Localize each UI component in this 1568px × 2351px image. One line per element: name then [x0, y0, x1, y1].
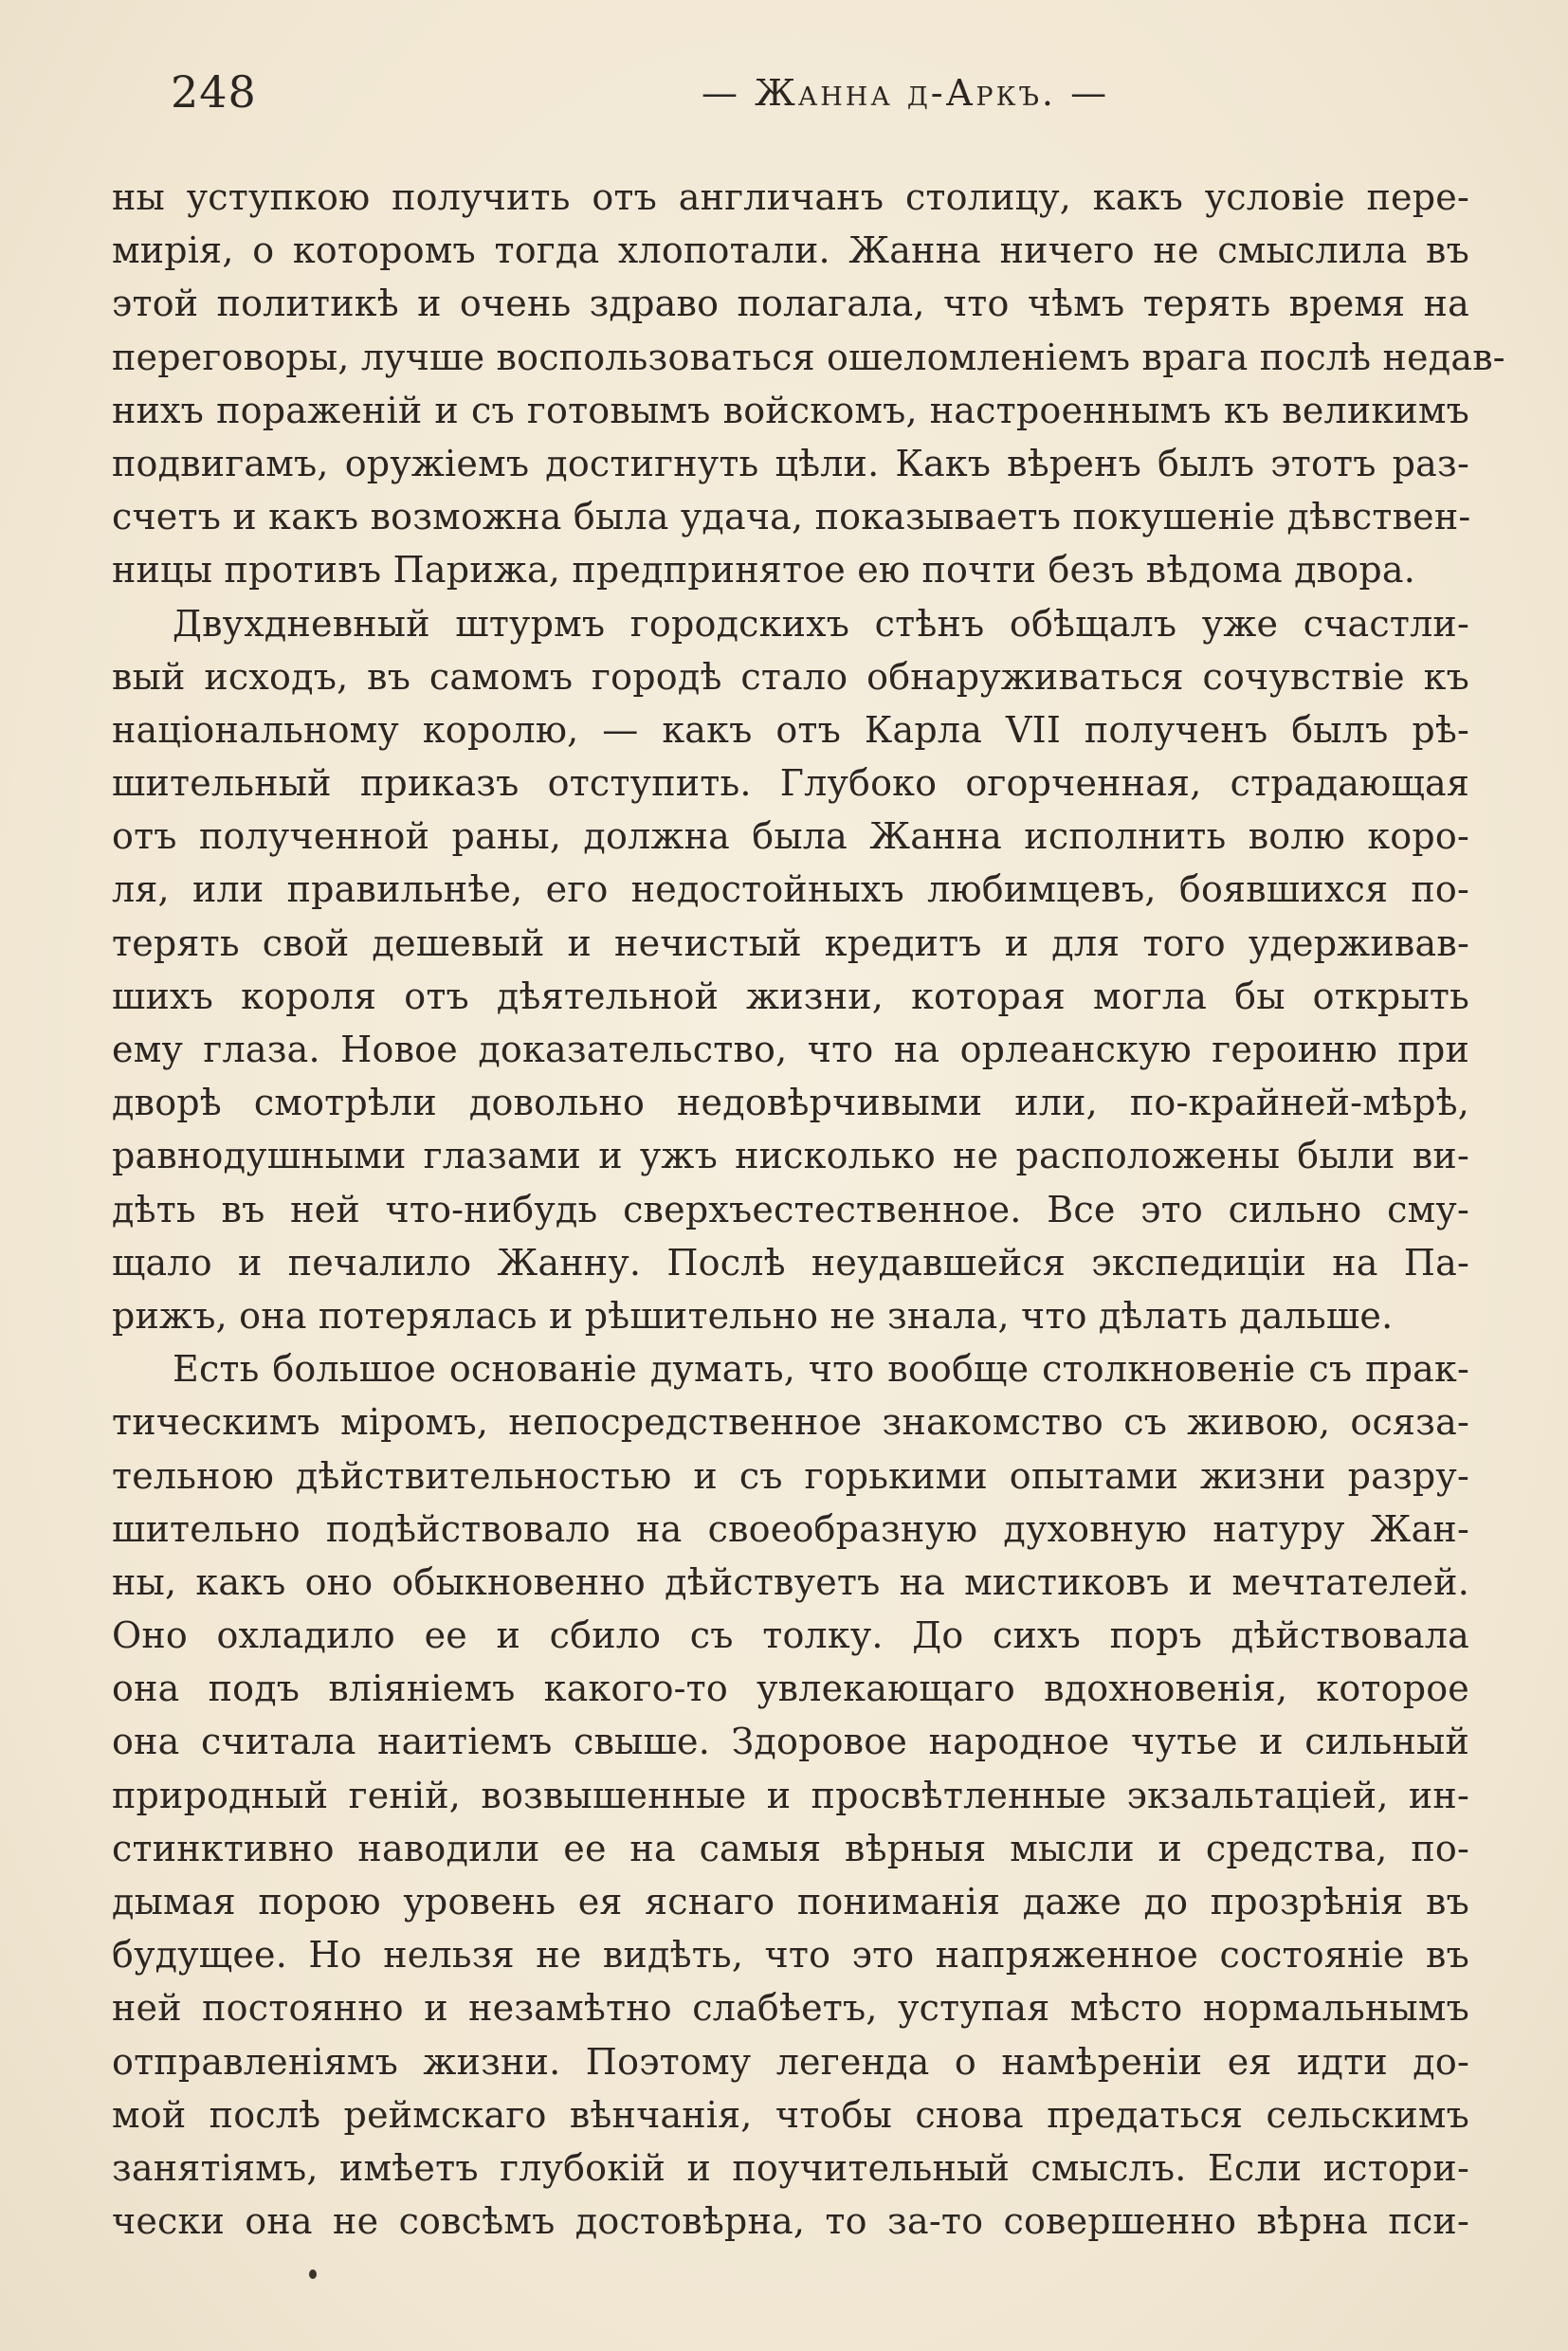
- text-line: переговоры, лучше воспользоваться ошеломленіемъ врага послѣ недав-: [112, 336, 1505, 378]
- text-line: стинктивно наводили ее на самыя вѣрныя мысли и средства, по-: [112, 1827, 1469, 1869]
- text-line: ны, какъ оно обыкновенно дѣйствуетъ на мистиковъ и мечтателей.: [112, 1560, 1469, 1603]
- text-line: Оно охладило ее и сбило съ толку. До сихъ поръ дѣйствовала: [112, 1614, 1469, 1657]
- text-line: отъ полученной раны, должна была Жанна исполнить волю коро-: [112, 815, 1469, 858]
- text-line: шительный приказъ отступить. Глубоко огорченная, страдающая: [112, 762, 1469, 805]
- text-line: она подъ вліяніемъ какого-то увлекающаго вдохновенія, которое: [112, 1668, 1469, 1710]
- text-line: подвигамъ, оружіемъ достигнуть цѣли. Какъ вѣренъ былъ этотъ раз-: [112, 442, 1469, 484]
- text-line: ны уступкою получить отъ англичанъ столицу, какъ условіе пере-: [112, 176, 1469, 218]
- text-line: мой послѣ реймскаго вѣнчанія, чтобы снова предаться сельскимъ: [112, 2093, 1469, 2136]
- text-line: отправленіямъ жизни. Поэтому легенда о намѣреніи ея идти до-: [112, 2040, 1469, 2083]
- text-line: она считала наитіемъ свыше. Здоровое народное чутье и сильный: [112, 1721, 1469, 1763]
- page-number: 248: [171, 66, 257, 118]
- page-header: [171, 66, 1479, 123]
- text-line: вый исходъ, въ самомъ городѣ стало обнаруживаться сочувствіе къ: [112, 655, 1469, 698]
- text-line: ней постоянно и незамѣтно слабѣетъ, уступая мѣсто нормальнымъ: [112, 1987, 1469, 2030]
- text-line: занятіямъ, имѣетъ глубокій и поучительный смыслъ. Если истори-: [112, 2146, 1469, 2189]
- text-line: тельною дѣйствительностью и съ горькими опытами жизни разру-: [112, 1454, 1469, 1497]
- text-line: нихъ пораженій и съ готовымъ войскомъ, настроеннымъ къ великимъ: [112, 389, 1469, 431]
- text-line: Есть большое основаніе думать, что вообще столкновеніе съ прак-: [173, 1348, 1469, 1391]
- text-line: дворѣ смотрѣли довольно недовѣрчивыми или, по-крайней-мѣрѣ,: [112, 1082, 1469, 1124]
- text-line: дѣть въ ней что-нибудь сверхъестественное. Все это сильно сму-: [112, 1188, 1469, 1230]
- text-line: тическимъ міромъ, непосредственное знакомство съ живою, осяза-: [112, 1401, 1469, 1444]
- text-line: ему глаза. Новое доказательство, что на орлеанскую героиню при: [112, 1029, 1469, 1070]
- text-line: національному королю, — какъ отъ Карла VII полученъ былъ рѣ-: [112, 708, 1469, 751]
- text-line: чески она не совсѣмъ достовѣрна, то за-то совершенно вѣрна пси-: [112, 2200, 1469, 2243]
- text-line: шительно подѣйствовало на своеобразную духовную натуру Жан-: [112, 1507, 1469, 1550]
- text-line: ля, или правильнѣе, его недостойныхъ любимцевъ, боявшихся по-: [112, 868, 1469, 911]
- text-line: этой политикѣ и очень здраво полагала, что чѣмъ терять время на: [112, 282, 1469, 325]
- text-line: природный геній, возвышенные и просвѣтленные экзальтаціей, ин-: [112, 1774, 1469, 1816]
- text-line: ницы противъ Парижа, предпринятое ею почти безъ вѣдома двора.: [112, 549, 1416, 592]
- running-title: — Жанна д-Аркъ. —: [702, 72, 1110, 114]
- body-text: [112, 171, 1505, 2248]
- text-line: шихъ короля отъ дѣятельной жизни, которая могла бы открыть: [112, 975, 1469, 1017]
- text-line: дымая порою уровень ея яснаго пониманія даже до прозрѣнія въ: [112, 1881, 1469, 1923]
- text-line: Двухдневный штурмъ городскихъ стѣнъ обѣщалъ уже счастли-: [173, 602, 1469, 645]
- print-speck: [309, 2269, 317, 2279]
- text-line: рижъ, она потерялась и рѣшительно не знала, что дѣлать дальше.: [112, 1294, 1394, 1337]
- text-line: терять свой дешевый и нечистый кредитъ и для того удерживав-: [112, 921, 1469, 964]
- text-line: будущее. Но нельзя не видѣть, что это напряженное состояніе въ: [112, 1934, 1469, 1977]
- text-line: мирія, о которомъ тогда хлопотали. Жанна ничего не смыслила въ: [112, 229, 1469, 272]
- text-line: равнодушными глазами и ужъ нисколько не расположены были ви-: [112, 1135, 1469, 1177]
- text-line: счетъ и какъ возможна была удача, показываетъ покушеніе дѣвствен-: [112, 496, 1471, 538]
- text-line: щало и печалило Жанну. Послѣ неудавшейся экспедиціи на Па-: [112, 1241, 1469, 1284]
